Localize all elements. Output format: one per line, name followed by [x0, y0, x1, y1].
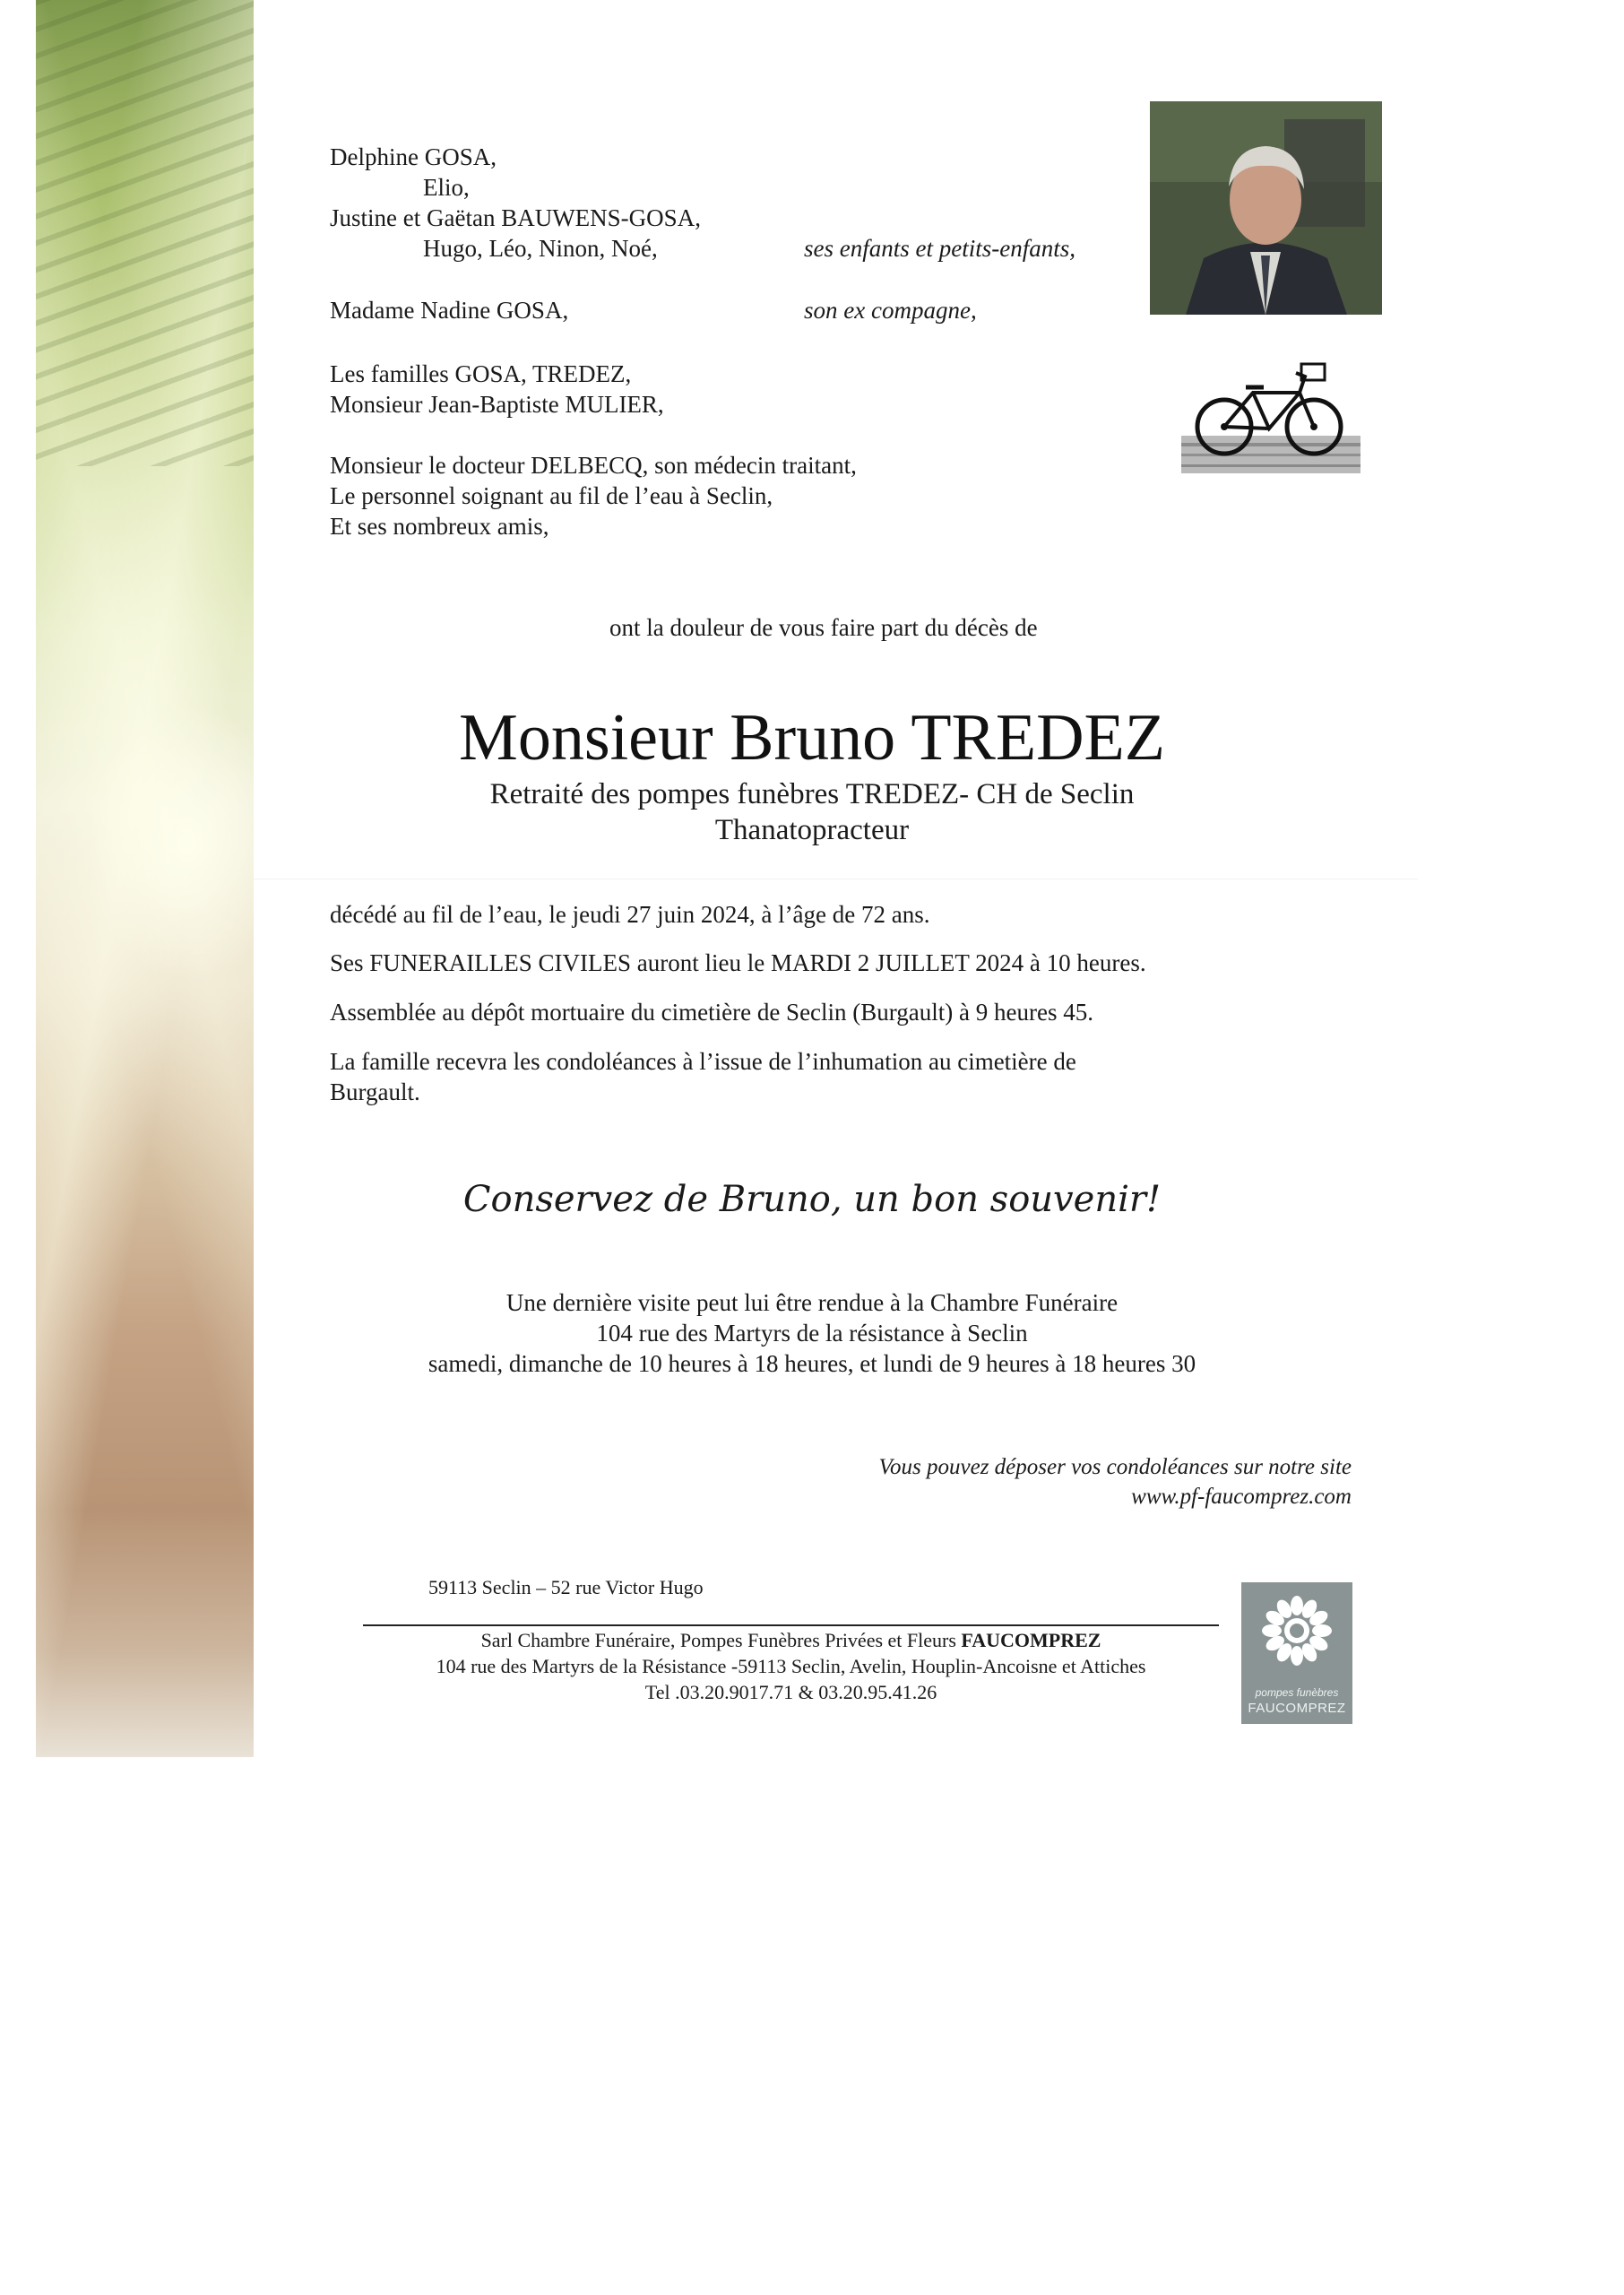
- decorative-forest-strip: [36, 0, 254, 1757]
- family-line-mulier: Monsieur Jean-Baptiste MULIER,: [330, 391, 664, 418]
- death-details: décédé au fil de l’eau, le jeudi 27 juin 2024, à l’âge de 72 ans.: [330, 901, 930, 928]
- funeral-details: Ses FUNERAILLES CIVILES auront lieu le MARDI 2 JUILLET 2024 à 10 heures.: [330, 949, 1146, 976]
- footer-address2: 104 rue des Martyrs de la Résistance -59113 Seclin, Avelin, Houplin-Ancoisne et Attiches: [436, 1655, 1146, 1677]
- deceased-title: Thanatopracteur: [714, 814, 910, 846]
- family-line-grandchildren: Hugo, Léo, Ninon, Noé,: [423, 235, 658, 262]
- condolences-details-line1: La famille recevra les condoléances à l’issue de l’inhumation au cimetière de: [330, 1048, 1076, 1075]
- footer-phone: Tel .03.20.9017.71 & 03.20.95.41.26: [644, 1681, 937, 1703]
- flower-icon: [1241, 1582, 1352, 1681]
- logo-subtitle: pompes funèbres: [1255, 1686, 1339, 1699]
- visit-line2: 104 rue des Martyrs de la résistance à Seclin: [596, 1320, 1028, 1347]
- family-line-delphine: Delphine GOSA,: [330, 143, 497, 170]
- relation-children: ses enfants et petits-enfants,: [804, 235, 1075, 262]
- footer-company-prefix: Sarl Chambre Funéraire, Pompes Funèbres Privées et Fleurs: [480, 1629, 962, 1651]
- family-line-caregivers: Le personnel soignant au fil de l’eau à Seclin,: [330, 482, 773, 509]
- announcement-intro: ont la douleur de vous faire part du décès de: [609, 614, 1038, 641]
- deceased-profession: Retraité des pompes funèbres TREDEZ- CH de Seclin: [489, 778, 1135, 810]
- condolences-details-line2: Burgault.: [330, 1078, 420, 1105]
- faucomprez-logo: [1241, 1582, 1352, 1724]
- footer-address: 59113 Seclin – 52 rue Victor Hugo: [428, 1576, 704, 1598]
- family-line-justine: Justine et Gaëtan BAUWENS-GOSA,: [330, 204, 701, 231]
- bicycle-icon: [1181, 357, 1361, 473]
- farewell-message: Conservez de Bruno, un bon souvenir!: [462, 1179, 1162, 1220]
- family-line-doctor: Monsieur le docteur DELBECQ, son médecin traitant,: [330, 452, 857, 479]
- family-line-families: Les familles GOSA, TREDEZ,: [330, 360, 632, 387]
- relation-ex-partner: son ex compagne,: [804, 297, 977, 324]
- assembly-details: Assemblée au dépôt mortuaire du cimetière de Seclin (Burgault) à 9 heures 45.: [330, 999, 1093, 1026]
- footer-company-name: FAUCOMPREZ: [961, 1629, 1101, 1651]
- visit-line1: Une dernière visite peut lui être rendue à la Chambre Funéraire: [505, 1289, 1119, 1316]
- footer-divider: [363, 1624, 1219, 1626]
- family-line-elio: Elio,: [423, 174, 470, 201]
- visit-line3: samedi, dimanche de 10 heures à 18 heures, et lundi de 9 heures à 18 heures 30: [428, 1350, 1196, 1377]
- deceased-name: Monsieur Bruno TREDEZ: [459, 701, 1165, 775]
- logo-title: FAUCOMPREZ: [1248, 1701, 1346, 1716]
- family-line-friends: Et ses nombreux amis,: [330, 513, 549, 540]
- portrait-photo: [1150, 101, 1382, 315]
- family-line-nadine: Madame Nadine GOSA,: [330, 297, 569, 324]
- footer-company: [363, 1629, 1219, 1652]
- online-condolences-text: Vous pouvez déposer vos condoléances sur notre site: [878, 1455, 1352, 1479]
- website-link[interactable]: www.pf-faucomprez.com: [1131, 1485, 1352, 1509]
